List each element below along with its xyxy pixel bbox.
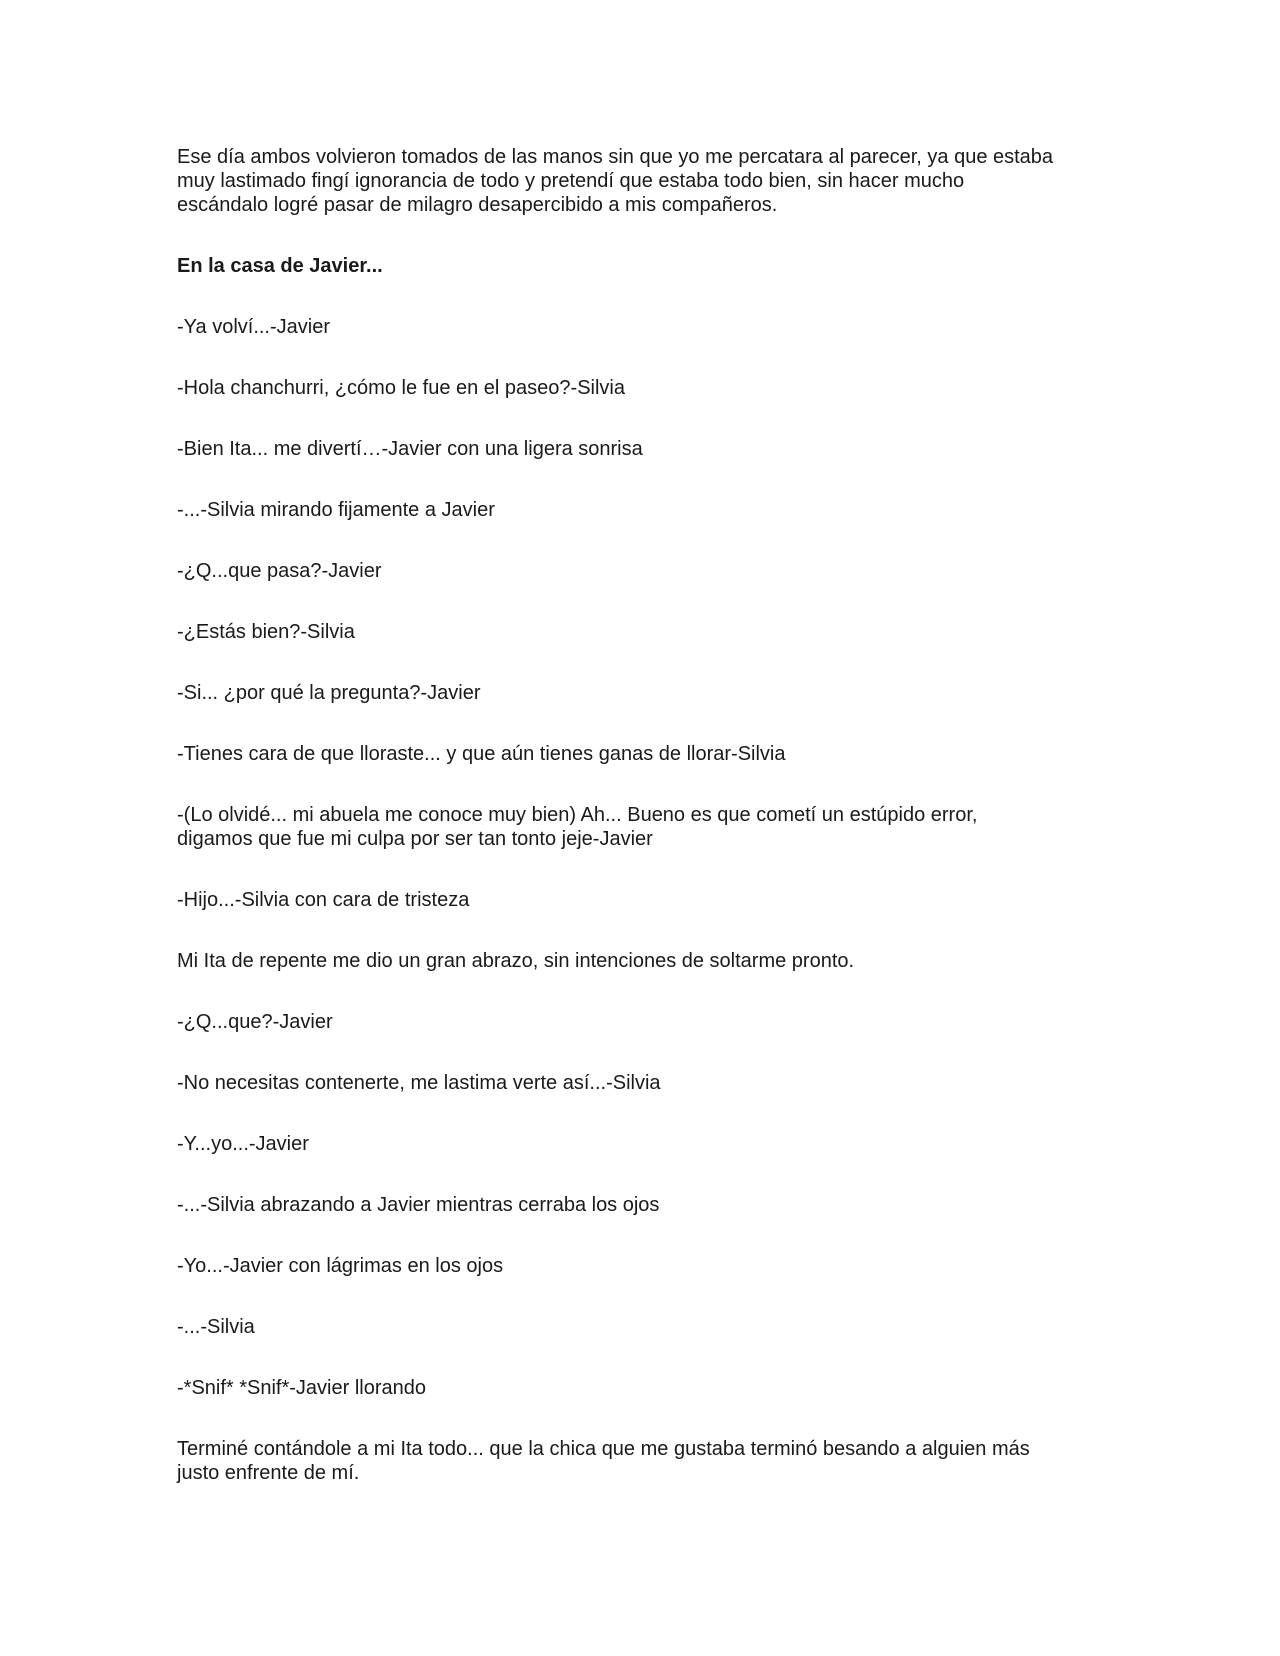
dialogue-line: -Bien Ita... me divertí…-Javier con una ligera sonrisa	[177, 438, 643, 460]
dialogue-line: -...-Silvia	[177, 1316, 255, 1338]
intro-line-3: escándalo logré pasar de milagro desapercibido a mis compañeros.	[177, 194, 778, 216]
abuela-paragraph	[177, 803, 1107, 851]
section-heading: En la casa de Javier...	[177, 255, 383, 277]
intro-line-1: Ese día ambos volvieron tomados de las manos sin que yo me percatara al parecer, ya que estaba	[177, 146, 1054, 168]
abuela-line-2: digamos que fue mi culpa por ser tan tonto jeje-Javier	[177, 828, 653, 850]
dialogue-line: -¿Q...que?-Javier	[177, 1011, 333, 1033]
dialogue-line: -Ya volví...-Javier	[177, 316, 330, 338]
dialogue-line: -No necesitas contenerte, me lastima verte así...-Silvia	[177, 1072, 661, 1094]
dialogue-line: -Hola chanchurri, ¿cómo le fue en el paseo?-Silvia	[177, 377, 625, 399]
dialogue-line: -*Snif* *Snif*-Javier llorando	[177, 1377, 427, 1399]
dialogue-line: -Tienes cara de que lloraste... y que aún tienes ganas de llorar-Silvia	[177, 743, 786, 765]
dialogue-line: -...-Silvia abrazando a Javier mientras cerraba los ojos	[177, 1194, 660, 1216]
abuela-line-1: -(Lo olvidé... mi abuela me conoce muy bien) Ah... Bueno es que cometí un estúpido error,	[177, 804, 978, 826]
intro-paragraph	[177, 145, 1107, 217]
narration-line: Mi Ita de repente me dio un gran abrazo, sin intenciones de soltarme pronto.	[177, 950, 855, 972]
dialogue-line: -Y...yo...-Javier	[177, 1133, 309, 1155]
ending-line-2: justo enfrente de mí.	[177, 1462, 360, 1484]
dialogue-line: -Hijo...-Silvia con cara de tristeza	[177, 889, 470, 911]
dialogue-line: -Yo...-Javier con lágrimas en los ojos	[177, 1255, 504, 1277]
dialogue-line: -Si... ¿por qué la pregunta?-Javier	[177, 682, 481, 704]
document-body	[177, 145, 1107, 1522]
dialogue-line: -¿Q...que pasa?-Javier	[177, 560, 382, 582]
intro-line-2: muy lastimado fingí ignorancia de todo y pretendí que estaba todo bien, sin hacer mucho	[177, 170, 965, 192]
dialogue-line: -...-Silvia mirando fijamente a Javier	[177, 499, 495, 521]
ending-paragraph	[177, 1437, 1107, 1485]
ending-line-1: Terminé contándole a mi Ita todo... que la chica que me gustaba terminó besando a alguien más	[177, 1438, 1030, 1460]
dialogue-line: -¿Estás bien?-Silvia	[177, 621, 355, 643]
